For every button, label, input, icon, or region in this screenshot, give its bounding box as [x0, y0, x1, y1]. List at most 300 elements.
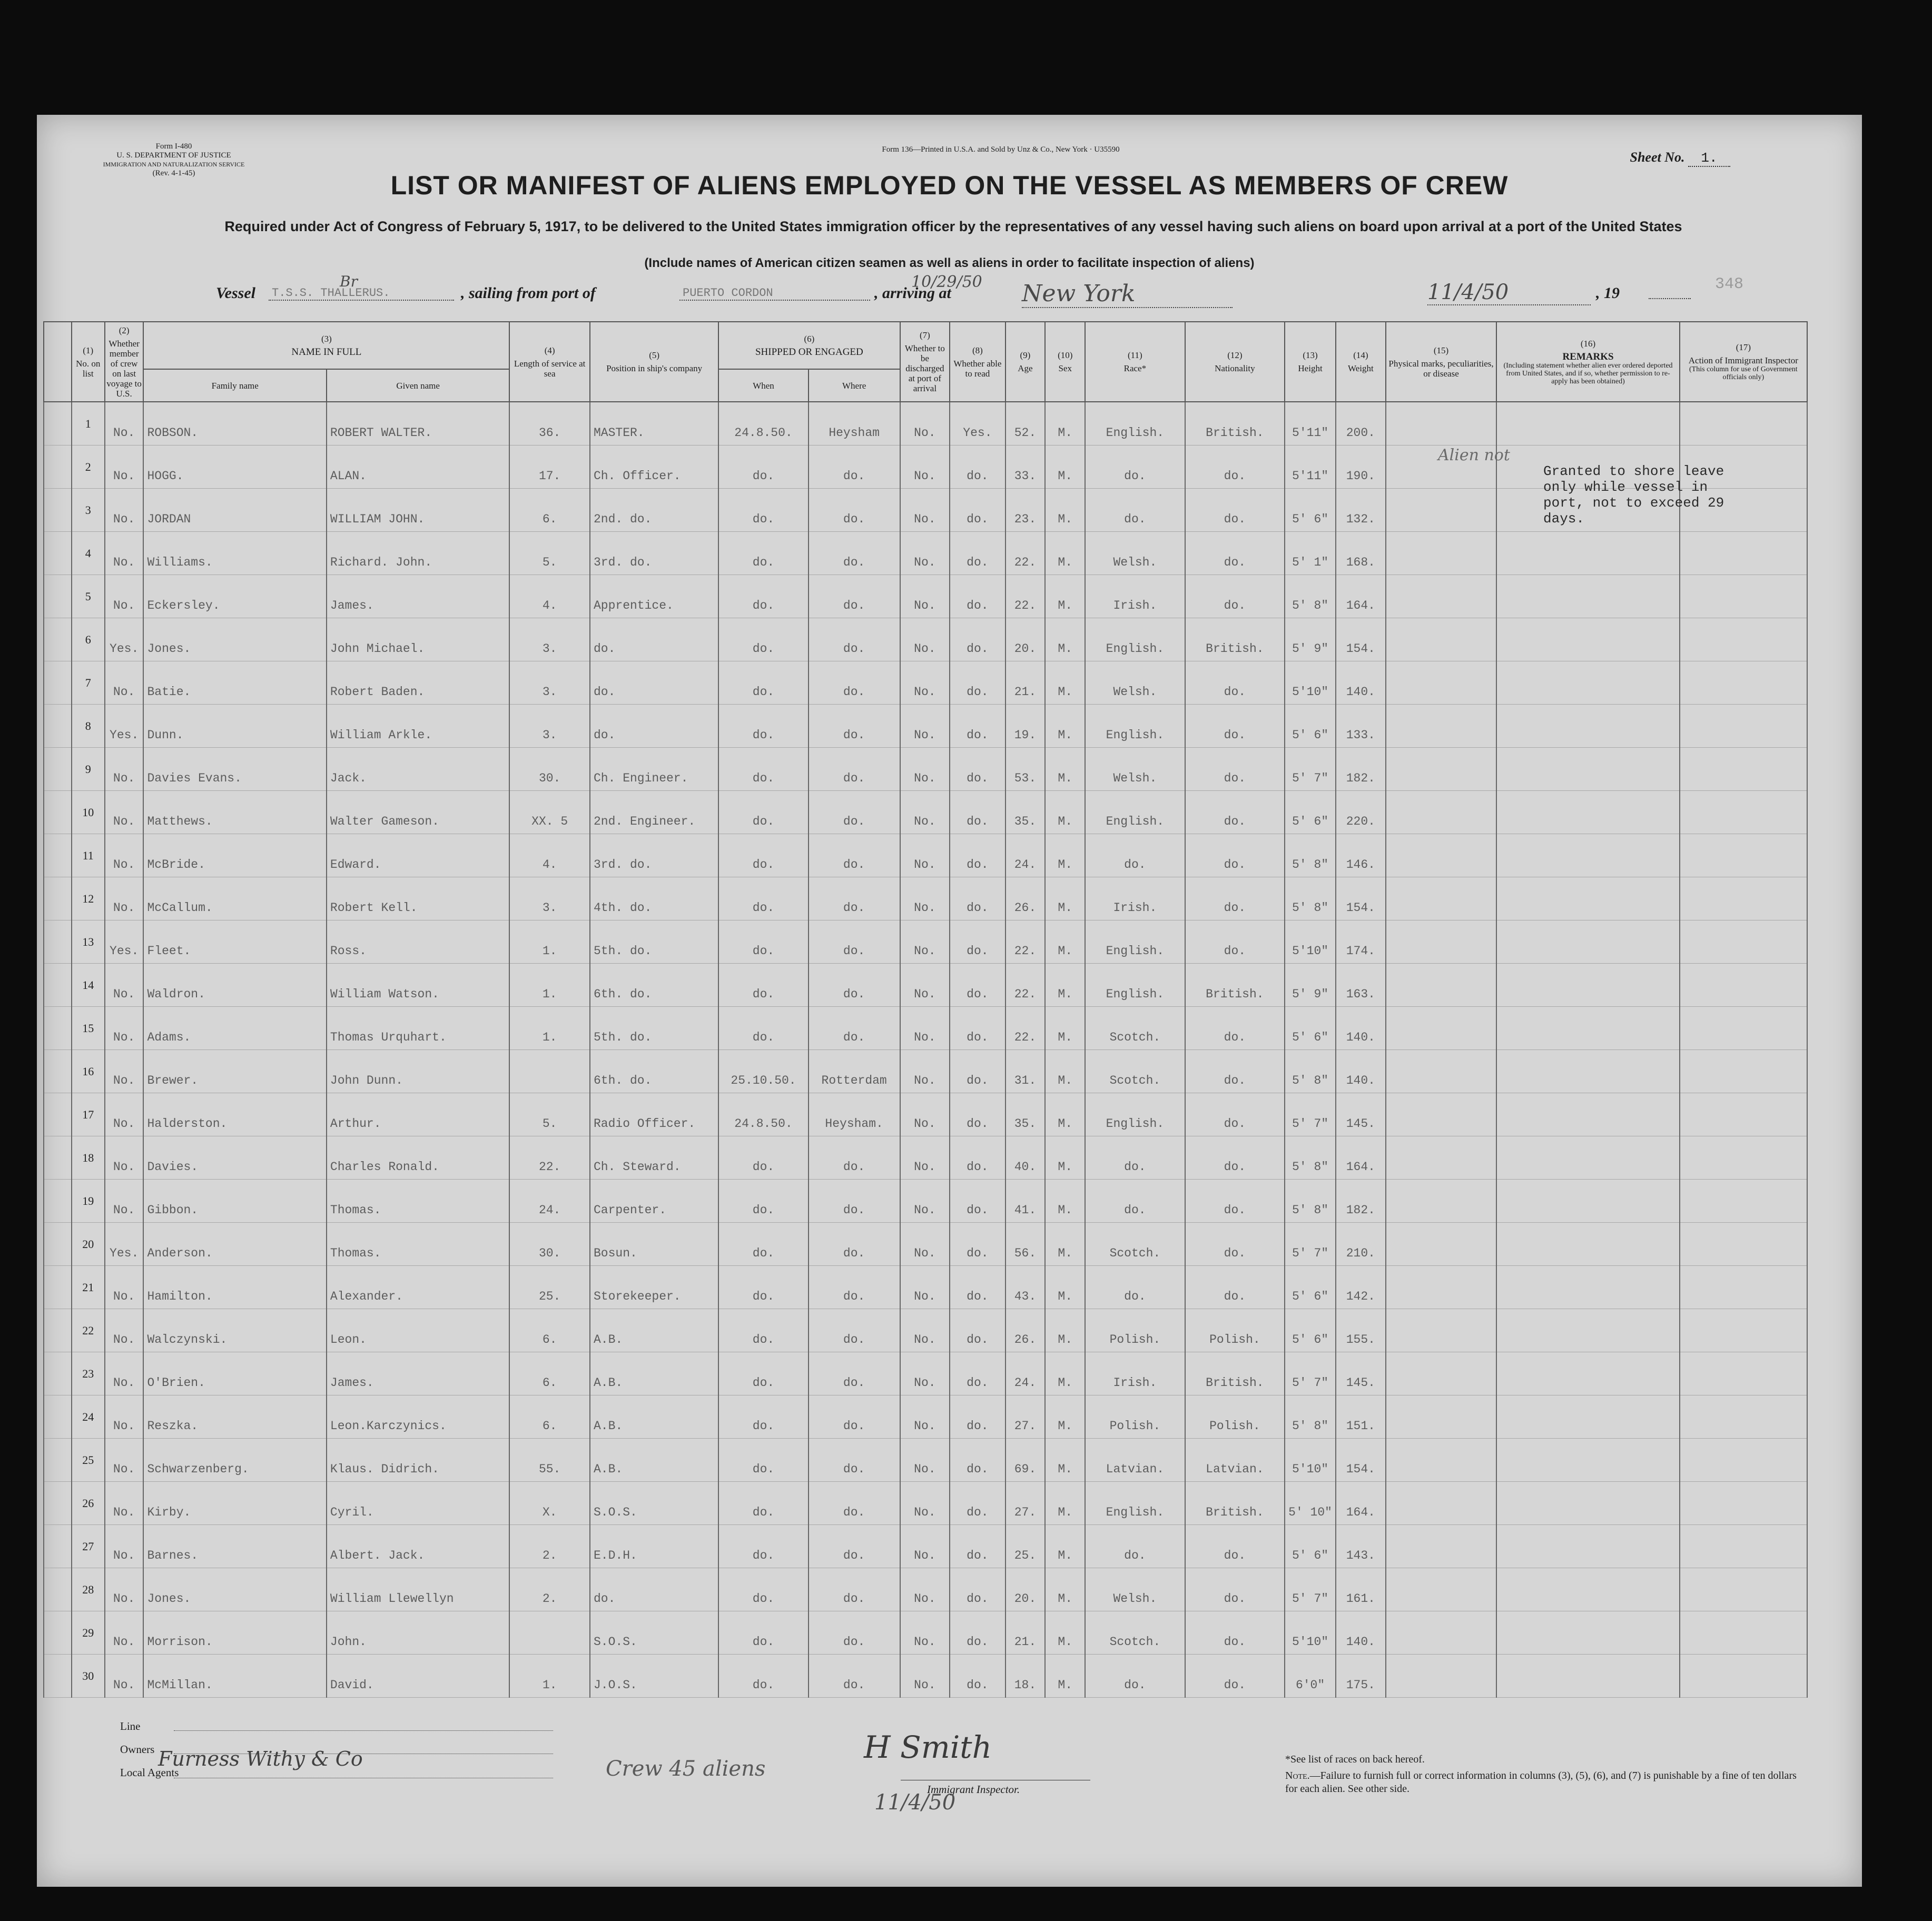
service-length-cell [509, 1611, 590, 1655]
remarks-cell [1496, 1050, 1679, 1093]
col7-number: (7) [919, 330, 930, 340]
col3-label: NAME IN FULL [291, 346, 362, 358]
nationality-cell: do. [1185, 1180, 1285, 1223]
able-to-read-cell: do. [950, 1482, 1005, 1525]
header-where: Where [809, 369, 900, 402]
given-name-cell: WILLIAM JOHN. [327, 489, 509, 532]
able-to-read-cell: do. [950, 575, 1005, 618]
weight-cell: 133. [1336, 705, 1386, 748]
last-voyage-cell: No. [105, 532, 144, 575]
physical-marks-cell [1386, 1266, 1497, 1309]
table-row [44, 618, 1807, 661]
table-row [44, 791, 1807, 834]
discharged-cell: No. [900, 1093, 950, 1136]
nationality-cell: do. [1185, 1093, 1285, 1136]
inspector-action-cell [1680, 618, 1807, 661]
given-name-cell: Leon. [327, 1309, 509, 1352]
row-number-cell: 30 [72, 1655, 105, 1698]
sex-cell: M. [1045, 1352, 1085, 1395]
last-voyage-cell: Yes. [105, 920, 144, 964]
shipped-when-cell: do. [718, 920, 809, 964]
sex-cell: M. [1045, 920, 1085, 964]
physical-marks-cell [1386, 1439, 1497, 1482]
inspector-label: Immigrant Inspector. [927, 1783, 1020, 1796]
physical-marks-cell [1386, 661, 1497, 705]
position-cell: Bosun. [590, 1223, 718, 1266]
shipped-when-cell: do. [718, 1223, 809, 1266]
shipped-where-cell: do. [809, 661, 900, 705]
sex-cell: M. [1045, 1007, 1085, 1050]
table-row [44, 1439, 1807, 1482]
remarks-cell [1496, 1352, 1679, 1395]
table-row [44, 1180, 1807, 1223]
table-row [44, 1568, 1807, 1611]
shipped-when-cell: do. [718, 618, 809, 661]
shipped-when-cell: do. [718, 1266, 809, 1309]
weight-cell: 140. [1336, 1007, 1386, 1050]
note-text: —Failure to furnish full or correct information in columns (3), (5), (6), and (7) is punishable by a fine of ten dollars for each alien. See other side. [1285, 1770, 1797, 1795]
age-cell: 33. [1006, 445, 1046, 489]
family-name-cell: McBride. [143, 834, 326, 877]
col16-label: REMARKS [1562, 351, 1614, 362]
remarks-cell [1496, 1136, 1679, 1180]
service-length-cell: 1. [509, 964, 590, 1007]
discharged-cell: No. [900, 1136, 950, 1180]
position-cell: 6th. do. [590, 964, 718, 1007]
row-margin [44, 1568, 72, 1611]
physical-marks-cell [1386, 705, 1497, 748]
service-length-cell: XX. 5 [509, 791, 590, 834]
physical-marks-cell [1386, 1093, 1497, 1136]
able-to-read-cell: do. [950, 791, 1005, 834]
weight-cell: 220. [1336, 791, 1386, 834]
shipped-where-cell: do. [809, 920, 900, 964]
row-margin [44, 791, 72, 834]
race-cell: do. [1085, 1266, 1185, 1309]
discharged-cell: No. [900, 402, 950, 445]
discharged-cell: No. [900, 1568, 950, 1611]
race-cell: Irish. [1085, 575, 1185, 618]
nationality-cell: British. [1185, 402, 1285, 445]
given-name-cell: Edward. [327, 834, 509, 877]
col7-label: Whether to be discharged at port of arrival [904, 343, 945, 393]
header-col9 [1006, 322, 1046, 402]
family-name-cell: Batie. [143, 661, 326, 705]
header-col8 [950, 322, 1005, 402]
given-name-cell: Ross. [327, 920, 509, 964]
table-row [44, 489, 1807, 532]
sailing-date: 10/29/50 [911, 273, 982, 291]
sheet-number [1630, 150, 1731, 167]
races-note: *See list of races on back hereof. [1285, 1754, 1425, 1765]
height-cell: 5'11" [1285, 402, 1336, 445]
remarks-cell [1496, 1309, 1679, 1352]
weight-cell: 145. [1336, 1352, 1386, 1395]
page-subtitle: Required under Act of Congress of February 5, 1917, to be delivered to the United States immigration officer by the representatives of any vessel having such aliens on board upon arrival at a port of the United States [224, 219, 1682, 234]
table-row [44, 1655, 1807, 1698]
given-name-cell: Jack. [327, 748, 509, 791]
height-cell: 5'10" [1285, 661, 1336, 705]
col2-label: Whether member of crew on last voyage to U.S. [106, 338, 142, 399]
discharged-cell: No. [900, 661, 950, 705]
service-length-cell: 30. [509, 1223, 590, 1266]
position-cell: 2nd. do. [590, 489, 718, 532]
table-row [44, 1093, 1807, 1136]
sex-cell: M. [1045, 661, 1085, 705]
weight-cell: 132. [1336, 489, 1386, 532]
row-margin [44, 489, 72, 532]
weight-cell: 190. [1336, 445, 1386, 489]
family-name-cell: Gibbon. [143, 1180, 326, 1223]
sailing-label: , sailing from port of [461, 284, 596, 302]
col17-label: Action of Immigrant Inspector [1688, 355, 1798, 365]
last-voyage-cell: No. [105, 791, 144, 834]
form-revision: (Rev. 4-1-45) [152, 169, 195, 177]
sex-cell: M. [1045, 445, 1085, 489]
weight-cell: 143. [1336, 1525, 1386, 1568]
discharged-cell: No. [900, 1655, 950, 1698]
sex-cell: M. [1045, 1093, 1085, 1136]
col1-number: (1) [83, 345, 94, 355]
height-cell: 5' 10" [1285, 1482, 1336, 1525]
agents-label: Local Agents [120, 1766, 179, 1779]
shipped-when-cell: do. [718, 834, 809, 877]
shipped-where-cell: do. [809, 1223, 900, 1266]
discharged-cell: No. [900, 920, 950, 964]
weight-cell: 182. [1336, 748, 1386, 791]
table-row [44, 532, 1807, 575]
physical-marks-cell [1386, 877, 1497, 920]
given-name-cell: Walter Gameson. [327, 791, 509, 834]
family-name-cell: HOGG. [143, 445, 326, 489]
header-col17 [1680, 322, 1807, 402]
shipped-when-cell: do. [718, 1439, 809, 1482]
sex-cell: M. [1045, 402, 1085, 445]
last-voyage-cell: Yes. [105, 1223, 144, 1266]
row-number-cell: 29 [72, 1611, 105, 1655]
position-cell: A.B. [590, 1309, 718, 1352]
service-length-cell: 4. [509, 575, 590, 618]
weight-cell: 140. [1336, 661, 1386, 705]
discharged-cell: No. [900, 1525, 950, 1568]
table-row [44, 1352, 1807, 1395]
physical-marks-cell [1386, 791, 1497, 834]
inspector-action-cell [1680, 1266, 1807, 1309]
nationality-cell: British. [1185, 964, 1285, 1007]
table-row [44, 1223, 1807, 1266]
shipped-when-cell: do. [718, 705, 809, 748]
sex-cell: M. [1045, 877, 1085, 920]
note-label: Note. [1285, 1770, 1310, 1781]
race-cell: do. [1085, 1180, 1185, 1223]
remarks-typed: Granted to shore leave only while vessel in port, not to exceed 29 days. [1543, 463, 1724, 527]
given-name-cell: Cyril. [327, 1482, 509, 1525]
shipped-when-cell: do. [718, 1482, 809, 1525]
weight-cell: 175. [1336, 1655, 1386, 1698]
last-voyage-cell: Yes. [105, 705, 144, 748]
col8-label: Whether able to read [953, 358, 1002, 379]
nationality-cell: Latvian. [1185, 1439, 1285, 1482]
service-name: IMMIGRATION AND NATURALIZATION SERVICE [103, 161, 245, 168]
inspector-action-cell [1680, 1352, 1807, 1395]
position-cell: J.O.S. [590, 1655, 718, 1698]
physical-marks-cell [1386, 920, 1497, 964]
physical-marks-cell [1386, 1395, 1497, 1439]
service-length-cell: 3. [509, 661, 590, 705]
inspector-action-cell [1680, 1655, 1807, 1698]
position-cell: Radio Officer. [590, 1093, 718, 1136]
table-row [44, 661, 1807, 705]
shipped-when-cell: 24.8.50. [718, 402, 809, 445]
shipped-when-cell: do. [718, 1655, 809, 1698]
nationality-cell: do. [1185, 532, 1285, 575]
height-cell: 5' 8" [1285, 575, 1336, 618]
col16-number: (16) [1580, 338, 1596, 349]
age-cell: 27. [1006, 1395, 1046, 1439]
remarks-entry [1438, 446, 1743, 527]
shipped-where-cell: do. [809, 705, 900, 748]
row-margin [44, 1482, 72, 1525]
col12-number: (12) [1227, 350, 1243, 360]
given-name-cell: James. [327, 1352, 509, 1395]
inspector-action-cell [1680, 920, 1807, 964]
height-cell: 5' 7" [1285, 1352, 1336, 1395]
inspector-action-cell [1680, 705, 1807, 748]
age-cell: 35. [1006, 791, 1046, 834]
shipped-when-cell: do. [718, 575, 809, 618]
race-cell: Welsh. [1085, 661, 1185, 705]
age-cell: 24. [1006, 834, 1046, 877]
position-cell: do. [590, 705, 718, 748]
physical-marks-cell [1386, 1050, 1497, 1093]
weight-cell: 140. [1336, 1050, 1386, 1093]
discharged-cell: No. [900, 791, 950, 834]
row-number-cell: 12 [72, 877, 105, 920]
age-cell: 31. [1006, 1050, 1046, 1093]
row-margin [44, 1352, 72, 1395]
row-number-cell: 2 [72, 445, 105, 489]
family-name-cell: Hamilton. [143, 1266, 326, 1309]
shipped-when-cell: do. [718, 1568, 809, 1611]
inspector-action-cell [1680, 1309, 1807, 1352]
table-row [44, 1050, 1807, 1093]
family-name-cell: Walczynski. [143, 1309, 326, 1352]
able-to-read-cell: do. [950, 1439, 1005, 1482]
inspector-action-cell [1680, 1050, 1807, 1093]
able-to-read-cell: do. [950, 877, 1005, 920]
race-cell: English. [1085, 1482, 1185, 1525]
row-number-cell: 16 [72, 1050, 105, 1093]
position-cell: Ch. Steward. [590, 1136, 718, 1180]
row-margin [44, 1525, 72, 1568]
family-name-cell: Brewer. [143, 1050, 326, 1093]
sex-cell: M. [1045, 1136, 1085, 1180]
able-to-read-cell: do. [950, 1568, 1005, 1611]
race-cell: do. [1085, 1525, 1185, 1568]
sex-cell: M. [1045, 1309, 1085, 1352]
col10-label: Sex [1058, 363, 1072, 373]
signature-date: 11/4/50 [874, 1790, 956, 1815]
shipped-when-cell: do. [718, 791, 809, 834]
height-cell: 5' 8" [1285, 1050, 1336, 1093]
shipped-where-cell: do. [809, 1482, 900, 1525]
remarks-cell [1496, 877, 1679, 920]
age-cell: 35. [1006, 1093, 1046, 1136]
col5-number: (5) [649, 350, 660, 360]
race-cell: Irish. [1085, 877, 1185, 920]
weight-cell: 154. [1336, 618, 1386, 661]
shipped-where-cell: do. [809, 489, 900, 532]
last-voyage-cell: No. [105, 834, 144, 877]
height-cell: 5' 6" [1285, 705, 1336, 748]
given-name-cell: John. [327, 1611, 509, 1655]
row-margin [44, 1223, 72, 1266]
owners-label: Owners [120, 1743, 155, 1756]
shipped-when-cell: do. [718, 532, 809, 575]
nationality-cell: do. [1185, 489, 1285, 532]
last-voyage-cell: No. [105, 1482, 144, 1525]
row-number-cell: 6 [72, 618, 105, 661]
table-row [44, 705, 1807, 748]
height-cell: 5' 8" [1285, 877, 1336, 920]
age-cell: 22. [1006, 1007, 1046, 1050]
header-family-name: Family name [143, 369, 326, 402]
given-name-cell: Thomas. [327, 1223, 509, 1266]
table-row [44, 1395, 1807, 1439]
discharged-cell: No. [900, 1266, 950, 1309]
shipped-where-cell: do. [809, 1568, 900, 1611]
remarks-cell [1496, 1395, 1679, 1439]
remarks-cell [1496, 532, 1679, 575]
sex-cell: M. [1045, 1223, 1085, 1266]
header-when: When [718, 369, 809, 402]
row-number-cell: 9 [72, 748, 105, 791]
weight-cell: 145. [1336, 1093, 1386, 1136]
physical-marks-cell [1386, 1007, 1497, 1050]
shipped-when-cell: do. [718, 1352, 809, 1395]
weight-cell: 151. [1336, 1395, 1386, 1439]
row-number-cell: 28 [72, 1568, 105, 1611]
last-voyage-cell: No. [105, 964, 144, 1007]
given-name-cell: Alexander. [327, 1266, 509, 1309]
physical-marks-cell [1386, 834, 1497, 877]
able-to-read-cell: do. [950, 1395, 1005, 1439]
nationality-cell: do. [1185, 1611, 1285, 1655]
row-margin [44, 402, 72, 445]
height-cell: 5' 6" [1285, 791, 1336, 834]
row-margin [44, 1180, 72, 1223]
nationality-cell: British. [1185, 1482, 1285, 1525]
sex-cell: M. [1045, 964, 1085, 1007]
able-to-read-cell: do. [950, 532, 1005, 575]
physical-marks-cell [1386, 1482, 1497, 1525]
row-number-cell: 19 [72, 1180, 105, 1223]
service-length-cell: 2. [509, 1568, 590, 1611]
local-agents-value: Furness Withy & Co [158, 1747, 363, 1770]
remarks-cell [1496, 791, 1679, 834]
shipped-where-cell: do. [809, 834, 900, 877]
row-number-cell: 4 [72, 532, 105, 575]
height-cell: 5'10" [1285, 1439, 1336, 1482]
able-to-read-cell: do. [950, 1050, 1005, 1093]
sex-cell: M. [1045, 748, 1085, 791]
physical-marks-cell [1386, 575, 1497, 618]
row-number-cell: 21 [72, 1266, 105, 1309]
given-name-cell: Thomas. [327, 1180, 509, 1223]
family-name-cell: Jones. [143, 618, 326, 661]
given-name-cell: Robert Baden. [327, 661, 509, 705]
given-name-cell: Richard. John. [327, 532, 509, 575]
service-length-cell: 1. [509, 1007, 590, 1050]
shipped-where-cell: do. [809, 1352, 900, 1395]
penalty-note [1285, 1769, 1801, 1796]
position-cell: Carpenter. [590, 1180, 718, 1223]
family-name-cell: Schwarzenberg. [143, 1439, 326, 1482]
last-voyage-cell: No. [105, 877, 144, 920]
weight-cell: 164. [1336, 1482, 1386, 1525]
nationality-cell: do. [1185, 1136, 1285, 1180]
height-cell: 5' 6" [1285, 1007, 1336, 1050]
weight-cell: 154. [1336, 877, 1386, 920]
shipped-where-cell: do. [809, 1395, 900, 1439]
height-cell: 5'11" [1285, 445, 1336, 489]
nationality-cell: do. [1185, 1525, 1285, 1568]
shipped-when-cell: do. [718, 1136, 809, 1180]
remarks-cell [1496, 1482, 1679, 1525]
remarks-cell [1496, 1266, 1679, 1309]
row-number-cell: 17 [72, 1093, 105, 1136]
col16-sublabel: (Including statement whether alien ever ordered deported from United States, and if so, whether permission to re-apply has been obtained) [1503, 361, 1673, 385]
age-cell: 25. [1006, 1525, 1046, 1568]
shipped-where-cell: do. [809, 748, 900, 791]
able-to-read-cell: Yes. [950, 402, 1005, 445]
row-margin [44, 1655, 72, 1698]
height-cell: 5' 9" [1285, 964, 1336, 1007]
inspector-action-cell [1680, 1568, 1807, 1611]
position-cell: do. [590, 618, 718, 661]
form-number: Form I-480 [155, 142, 192, 151]
position-cell: do. [590, 661, 718, 705]
position-cell: S.O.S. [590, 1611, 718, 1655]
row-number-cell: 23 [72, 1352, 105, 1395]
given-name-cell: John Michael. [327, 618, 509, 661]
position-cell: Ch. Officer. [590, 445, 718, 489]
service-length-cell: 1. [509, 920, 590, 964]
last-voyage-cell: No. [105, 1395, 144, 1439]
header-col14 [1336, 322, 1386, 402]
physical-marks-cell [1386, 1525, 1497, 1568]
able-to-read-cell: do. [950, 1655, 1005, 1698]
shipped-when-cell: 25.10.50. [718, 1050, 809, 1093]
discharged-cell: No. [900, 575, 950, 618]
row-number-cell: 5 [72, 575, 105, 618]
shipped-where-cell: do. [809, 445, 900, 489]
last-voyage-cell: No. [105, 1568, 144, 1611]
col13-label: Height [1298, 363, 1323, 373]
nationality-cell: Polish. [1185, 1395, 1285, 1439]
year-label: , 19 [1596, 284, 1620, 302]
header-col11 [1085, 322, 1185, 402]
family-name-cell: Davies. [143, 1136, 326, 1180]
discharged-cell: No. [900, 1007, 950, 1050]
position-cell: 3rd. do. [590, 532, 718, 575]
header-col7 [900, 322, 950, 402]
row-margin [44, 661, 72, 705]
sex-cell: M. [1045, 1611, 1085, 1655]
race-cell: Scotch. [1085, 1611, 1185, 1655]
inspector-action-cell [1680, 661, 1807, 705]
remarks-cell [1496, 1007, 1679, 1050]
